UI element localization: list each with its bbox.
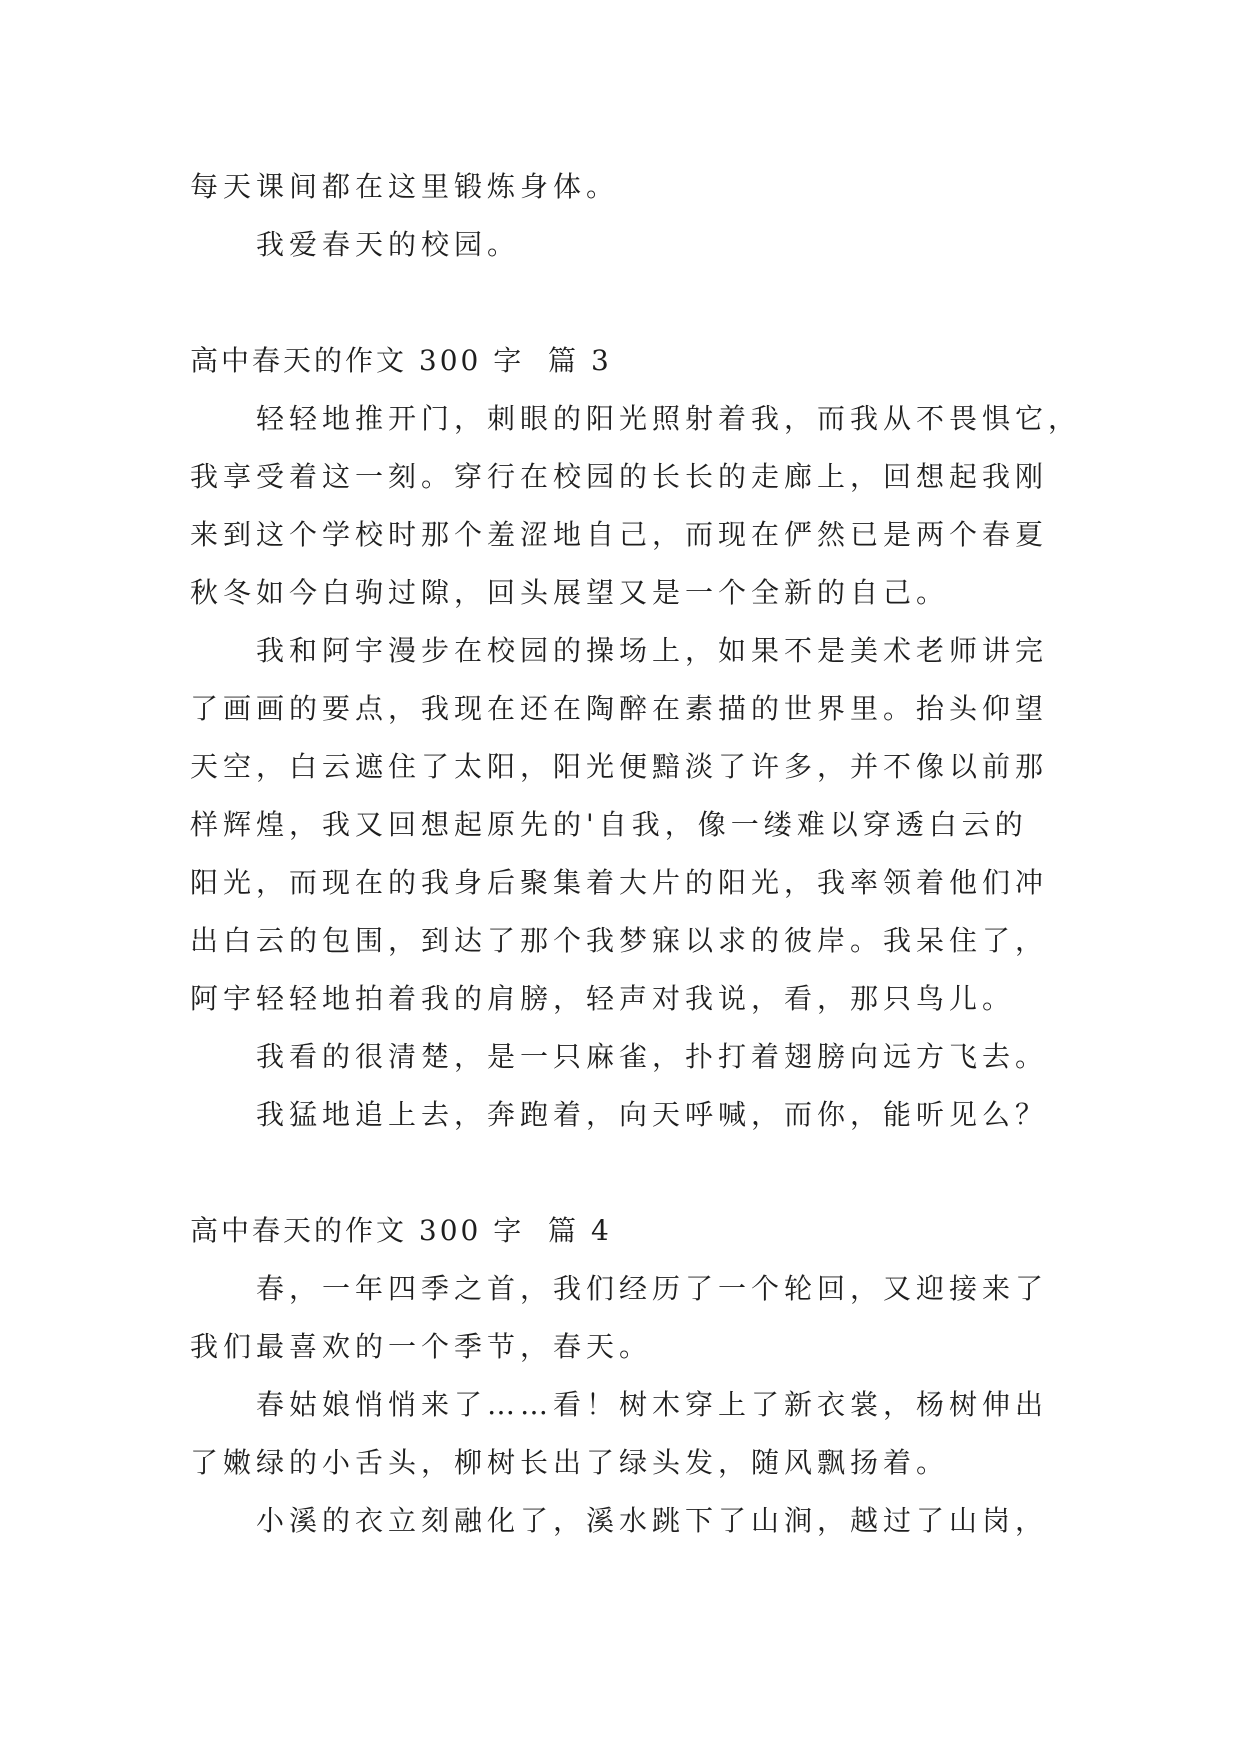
paragraph [190,158,1090,216]
paragraph [190,1376,1090,1492]
text-line: 我猛地追上去，奔跑着，向天呼喊，而你，能听见么？ [256,1098,1049,1131]
text-line: 阿宇轻轻地拍着我的肩膀，轻声对我说，看，那只鸟儿。 [190,982,1016,1015]
text-line: 了嫩绿的小舌头，柳树长出了绿头发，随风飘扬着。 [190,1446,950,1479]
document-body [190,158,1090,1550]
essay-section [190,158,1090,274]
paragraph [190,1086,1090,1144]
essay-section [190,1202,1090,1550]
paragraph [190,390,1090,622]
text-line: 春，一年四季之首，我们经历了一个轮回，又迎接来了 [256,1272,1049,1305]
paragraph [190,1492,1090,1550]
essay-heading: 高中春天的作文 300 字 篇 3 [190,344,612,377]
text-line: 阳光，而现在的我身后聚集着大片的阳光，我率领着他们冲 [190,866,1049,899]
text-line: 样辉煌，我又回想起原先的'自我，像一缕难以穿透白云的 [190,808,1028,841]
text-line: 我享受着这一刻。穿行在校园的长长的走廊上，回想起我刚 [190,460,1049,493]
text-line: 轻轻地推开门，刺眼的阳光照射着我，而我从不畏惧它， [256,402,1082,435]
essay-heading: 高中春天的作文 300 字 篇 4 [190,1214,612,1247]
text-line: 了画画的要点，我现在还在陶醉在素描的世界里。抬头仰望 [190,692,1049,725]
text-line: 我和阿宇漫步在校园的操场上，如果不是美术老师讲完 [256,634,1049,667]
text-line: 天空，白云遮住了太阳，阳光便黯淡了许多，并不像以前那 [190,750,1049,783]
text-line: 每天课间都在这里锻炼身体。 [190,170,620,203]
text-line: 我爱春天的校园。 [256,228,521,261]
text-line: 秋冬如今白驹过隙，回头展望又是一个全新的自己。 [190,576,950,609]
paragraph [190,622,1090,1028]
text-line: 来到这个学校时那个羞涩地自己，而现在俨然已是两个春夏 [190,518,1049,551]
text-line: 我们最喜欢的一个季节，春天。 [190,1330,653,1363]
text-line: 春姑娘悄悄来了……看！树木穿上了新衣裳，杨树伸出 [256,1388,1049,1421]
paragraph [190,1028,1090,1086]
paragraph [190,1260,1090,1376]
paragraph [190,216,1090,274]
essay-section [190,332,1090,1144]
text-line: 我看的很清楚，是一只麻雀，扑打着翅膀向远方飞去。 [256,1040,1049,1073]
text-line: 小溪的衣立刻融化了，溪水跳下了山涧，越过了山岗， [256,1504,1049,1537]
text-line: 出白云的包围，到达了那个我梦寐以求的彼岸。我呆住了， [190,924,1049,957]
